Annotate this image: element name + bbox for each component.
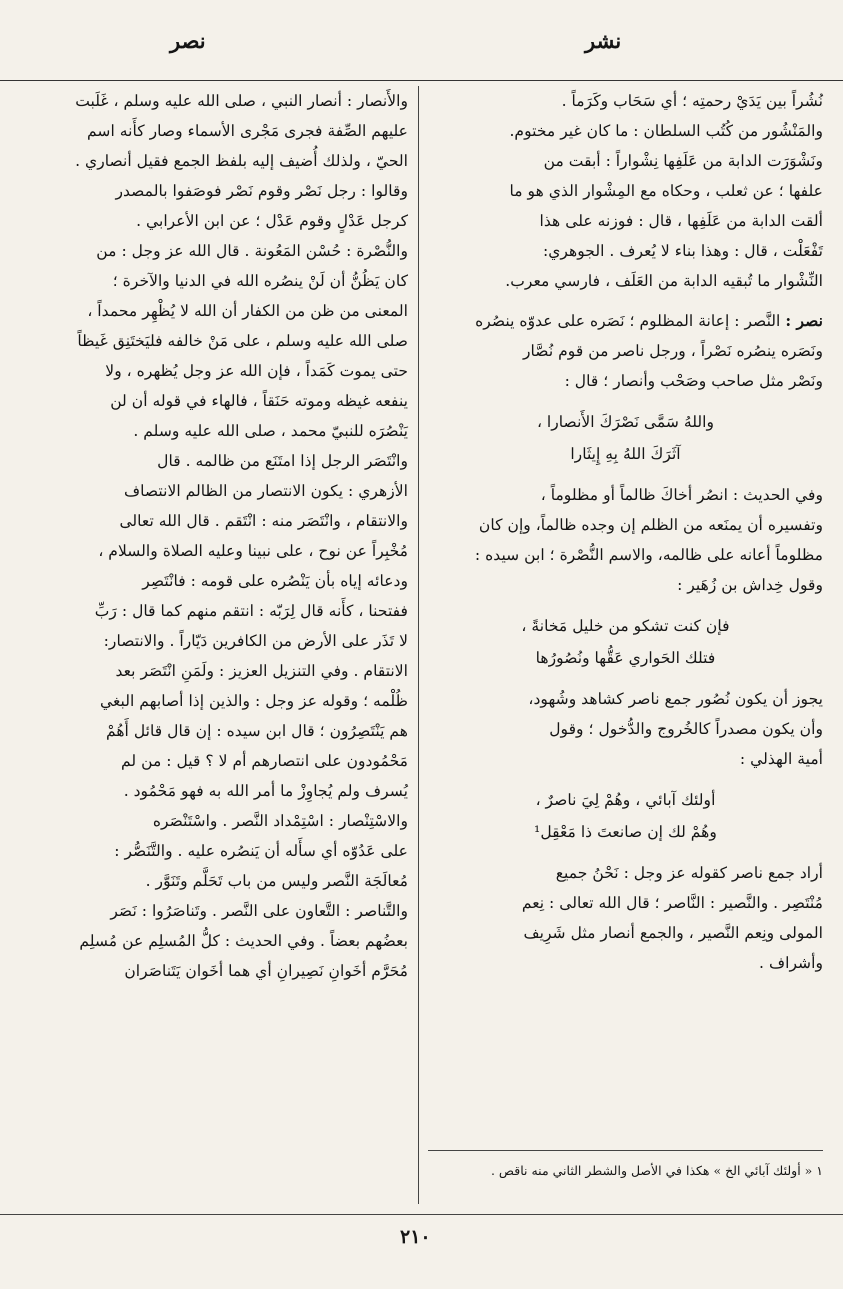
verse-line: آثَرَكَ اللهُ بِهِ إِيثَارا <box>570 445 681 463</box>
footer-rule <box>0 1214 843 1215</box>
header-rule <box>0 80 843 81</box>
text-line: حتى يموت كَمَداً ، فإن الله عز وجل يُظهره ، ولا <box>105 362 408 380</box>
text-line: المولى ونِعم النَّصير ، والجمع أنصار مثل شَرِيف <box>523 924 823 942</box>
text-line: مُعالَجَة النَّصر وليس من باب تَحَلَّم وتَنَوَّر . <box>145 872 408 890</box>
text-line: مظلوماً أعانه على ظالمه، والاسم النُّصْرة ؛ ابن سيده : <box>474 546 823 564</box>
text-line: لا تَذَر على الأرض من الكافرين دَيّاراً . والانتصار: <box>103 632 408 650</box>
text-line: وفي الحديث : انصُر أخاكَ ظالماً أو مظلوماً ، <box>540 486 823 504</box>
verse-line: أولئك آبائي ، وهُمْ لِيَ ناصرٌ ، <box>535 791 716 809</box>
verse-line: فإن كنت تشكو من خليل مَخانةً ، <box>521 617 730 635</box>
text-line: والمَنْشُور من كُتُب السلطان : ما كان غير مختوم. <box>509 122 823 140</box>
text-line: الأزهري : يكون الانتصار من الظالم الانتصاف <box>123 482 408 500</box>
text-line: ودعائه إياه بأن يَنْصُره على قومه : فانْتَصِر <box>142 572 408 590</box>
column-divider <box>418 86 419 1204</box>
verse-block <box>428 406 823 470</box>
text-line: عليهم الصِّفة فجرى مَجْرى الأسماء وصار كأَنه اسم <box>87 122 408 140</box>
text-line: ففتحنا ، كأَنه قال لِرَبّه : انتقم منهم كما قال : رَبِّ <box>94 602 408 620</box>
text-line: ونَشْوَرَت الدابة من عَلَفِها نِشْواراً : أبقت من <box>543 152 823 170</box>
text-line: يَنْصُرَه للنبيّ محمد ، صلى الله عليه وسلم . <box>133 422 408 440</box>
text-line: كان يَظُنُّ أن لَنْ ينصُره الله في الدنيا والآخرة ؛ <box>112 272 408 290</box>
text-line: صلى الله عليه وسلم ، على مَنْ خالفه فليَختَنِق غَيظاً <box>77 332 408 350</box>
text-line: هم يَنْتَصِرُون ؛ قال ابن سيده : إن قال قائل أَهُمْ <box>105 722 408 740</box>
text-line: وقول خِداش بن زُهَير : <box>677 576 823 594</box>
footnote-rule <box>428 1150 823 1151</box>
verse-line: فتلك الحَواري عَقُّها ونُصُورُها <box>535 649 716 667</box>
text-line: المعنى من ظن من الكفار أن الله لا يُظْهِر محمداً ، <box>87 302 408 320</box>
text-line: يُسرف ولم يُجاوِزْ ما أمر الله به فهو مَحْمُود . <box>123 782 408 800</box>
text-line: ظُلْمه ؛ وقوله عز وجل : والذين إذا أصابهم البغي <box>100 692 408 710</box>
footnote: ١ « أولئك آبائي الخ » هكذا في الأصل والشطر الثاني منه ناقص . <box>490 1163 823 1178</box>
verse-block <box>428 610 823 674</box>
text-line: علفها ؛ عن ثعلب ، وحكاه مع المِشْوار الذي هو ما <box>509 182 823 200</box>
header-left-word: نصر <box>170 28 206 53</box>
verse-line: واللهُ سَمَّى نَصْرَكَ الأَنصارا ، <box>536 413 715 431</box>
text-line: نُشُراً بين يَدَيْ رحمتِه ؛ أي سَحَاب وكَرَماً . <box>561 92 823 110</box>
verse-block <box>428 784 823 848</box>
text-line: تَفْعَلْت ، قال : وهذا بناء لا يُعرف . الجوهري: <box>542 242 823 260</box>
text-line: كرجل عَدْلٍ وقوم عَدْل ؛ عن ابن الأعرابي . <box>136 212 408 230</box>
entry-headword: نصر : <box>785 311 823 330</box>
text-line: مُنْتَصِر . والنَّصير : النَّاصر ؛ قال الله تعالى : نِعم <box>521 894 823 912</box>
text-line: ونَصَره ينصُره نَصْراً ، ورجل ناصر من قوم نُصَّار <box>523 342 823 360</box>
text-line: والنُّصْرة : حُسْن المَعُونة . قال الله عز وجل : من <box>96 242 408 260</box>
page-number: ٢١٠ <box>400 1226 431 1248</box>
verse-line: وهُمْ لك إن صانعتَ ذا مَعْقِل¹ <box>534 823 717 841</box>
text-line: مَحْمُودون على انتصارهم أم لا ؟ قيل : من لم <box>120 752 408 770</box>
text-line: وتفسيره أن يمنَعه من الظلم إن وجده ظالماً، وإن كان <box>478 516 823 534</box>
right-column <box>428 86 823 978</box>
text-line: على عَدُوّه أي سأَله أن يَنصُره عليه . والتَّنَصُّر : <box>114 842 408 860</box>
text-line: بعضُهم بعضاً . وفي الحديث : كلُّ المُسلِم عن مُسلِم <box>79 932 408 950</box>
text-line: ألقت الدابة من عَلَفِها ، قال : فوزنه على هذا <box>539 212 823 230</box>
entry-line <box>428 306 823 336</box>
text-line: أمية الهذلي : <box>739 750 823 768</box>
text-line: أراد جمع ناصر كقوله عز وجل : نَحْنُ جميع <box>555 864 823 882</box>
text-line: ينفعه غيظه وموته حَنَقاً ، فالهاء في قوله أن لن <box>110 392 408 410</box>
text-line: الحيّ ، ولذلك أُضيف إليه بلفظ الجمع فقيل أنصاري . <box>75 152 408 170</box>
entry-text: النَّصر : إعانة المظلوم ؛ نَصَره على عدوّه ينصُره <box>475 312 781 330</box>
text-line: النِّشْوار ما تُبقيه الدابة من العَلَف ، فارسي معرب. <box>505 272 823 290</box>
text-line: وأن يكون مصدراً كالخُروج والدُّخول ؛ وقول <box>549 720 823 738</box>
text-line: ونَصْر مثل صاحب وصَحْب وأنصار ؛ قال : <box>564 372 823 390</box>
text-line: وقالوا : رجل نَصْر وقوم نَصْر فوصَفوا بالمصدر <box>115 182 408 200</box>
text-line: مُخْبِراً عن نوح ، على نبينا وعليه الصلاة والسلام ، <box>98 542 408 560</box>
text-line: والانتقام ، وانْتَصَر منه : انْتَقم . قال الله تعالى <box>119 512 408 530</box>
header-right-word: نشر <box>585 28 622 53</box>
text-line: والاسْتِنْصار : اسْتِمْداد النَّصر . واسْتَنْصَره <box>152 812 408 830</box>
text-line: والتَّناصر : التَّعاون على النَّصر . وتَناصَرُوا : نَصَر <box>110 902 408 920</box>
left-column <box>0 86 408 986</box>
text-line: والأَنصار : أنصار النبي ، صلى الله عليه وسلم ، غَلَبت <box>75 92 408 110</box>
text-line: يجوز أن يكون نُصُور جمع ناصر كشاهد وشُهود، <box>528 690 823 708</box>
text-line: وانْتَصَر الرجل إذا امتَنَع من ظالمه . قال <box>157 452 408 470</box>
text-line: مُحَرَّم أخَوانِ نَصِيرانِ أي هما أخَوان يَتَناصَران <box>124 962 408 980</box>
text-line: وأشراف . <box>759 954 823 972</box>
text-line: الانتقام . وفي التنزيل العزيز : ولَمَنِ انْتَصَر بعد <box>115 662 408 680</box>
